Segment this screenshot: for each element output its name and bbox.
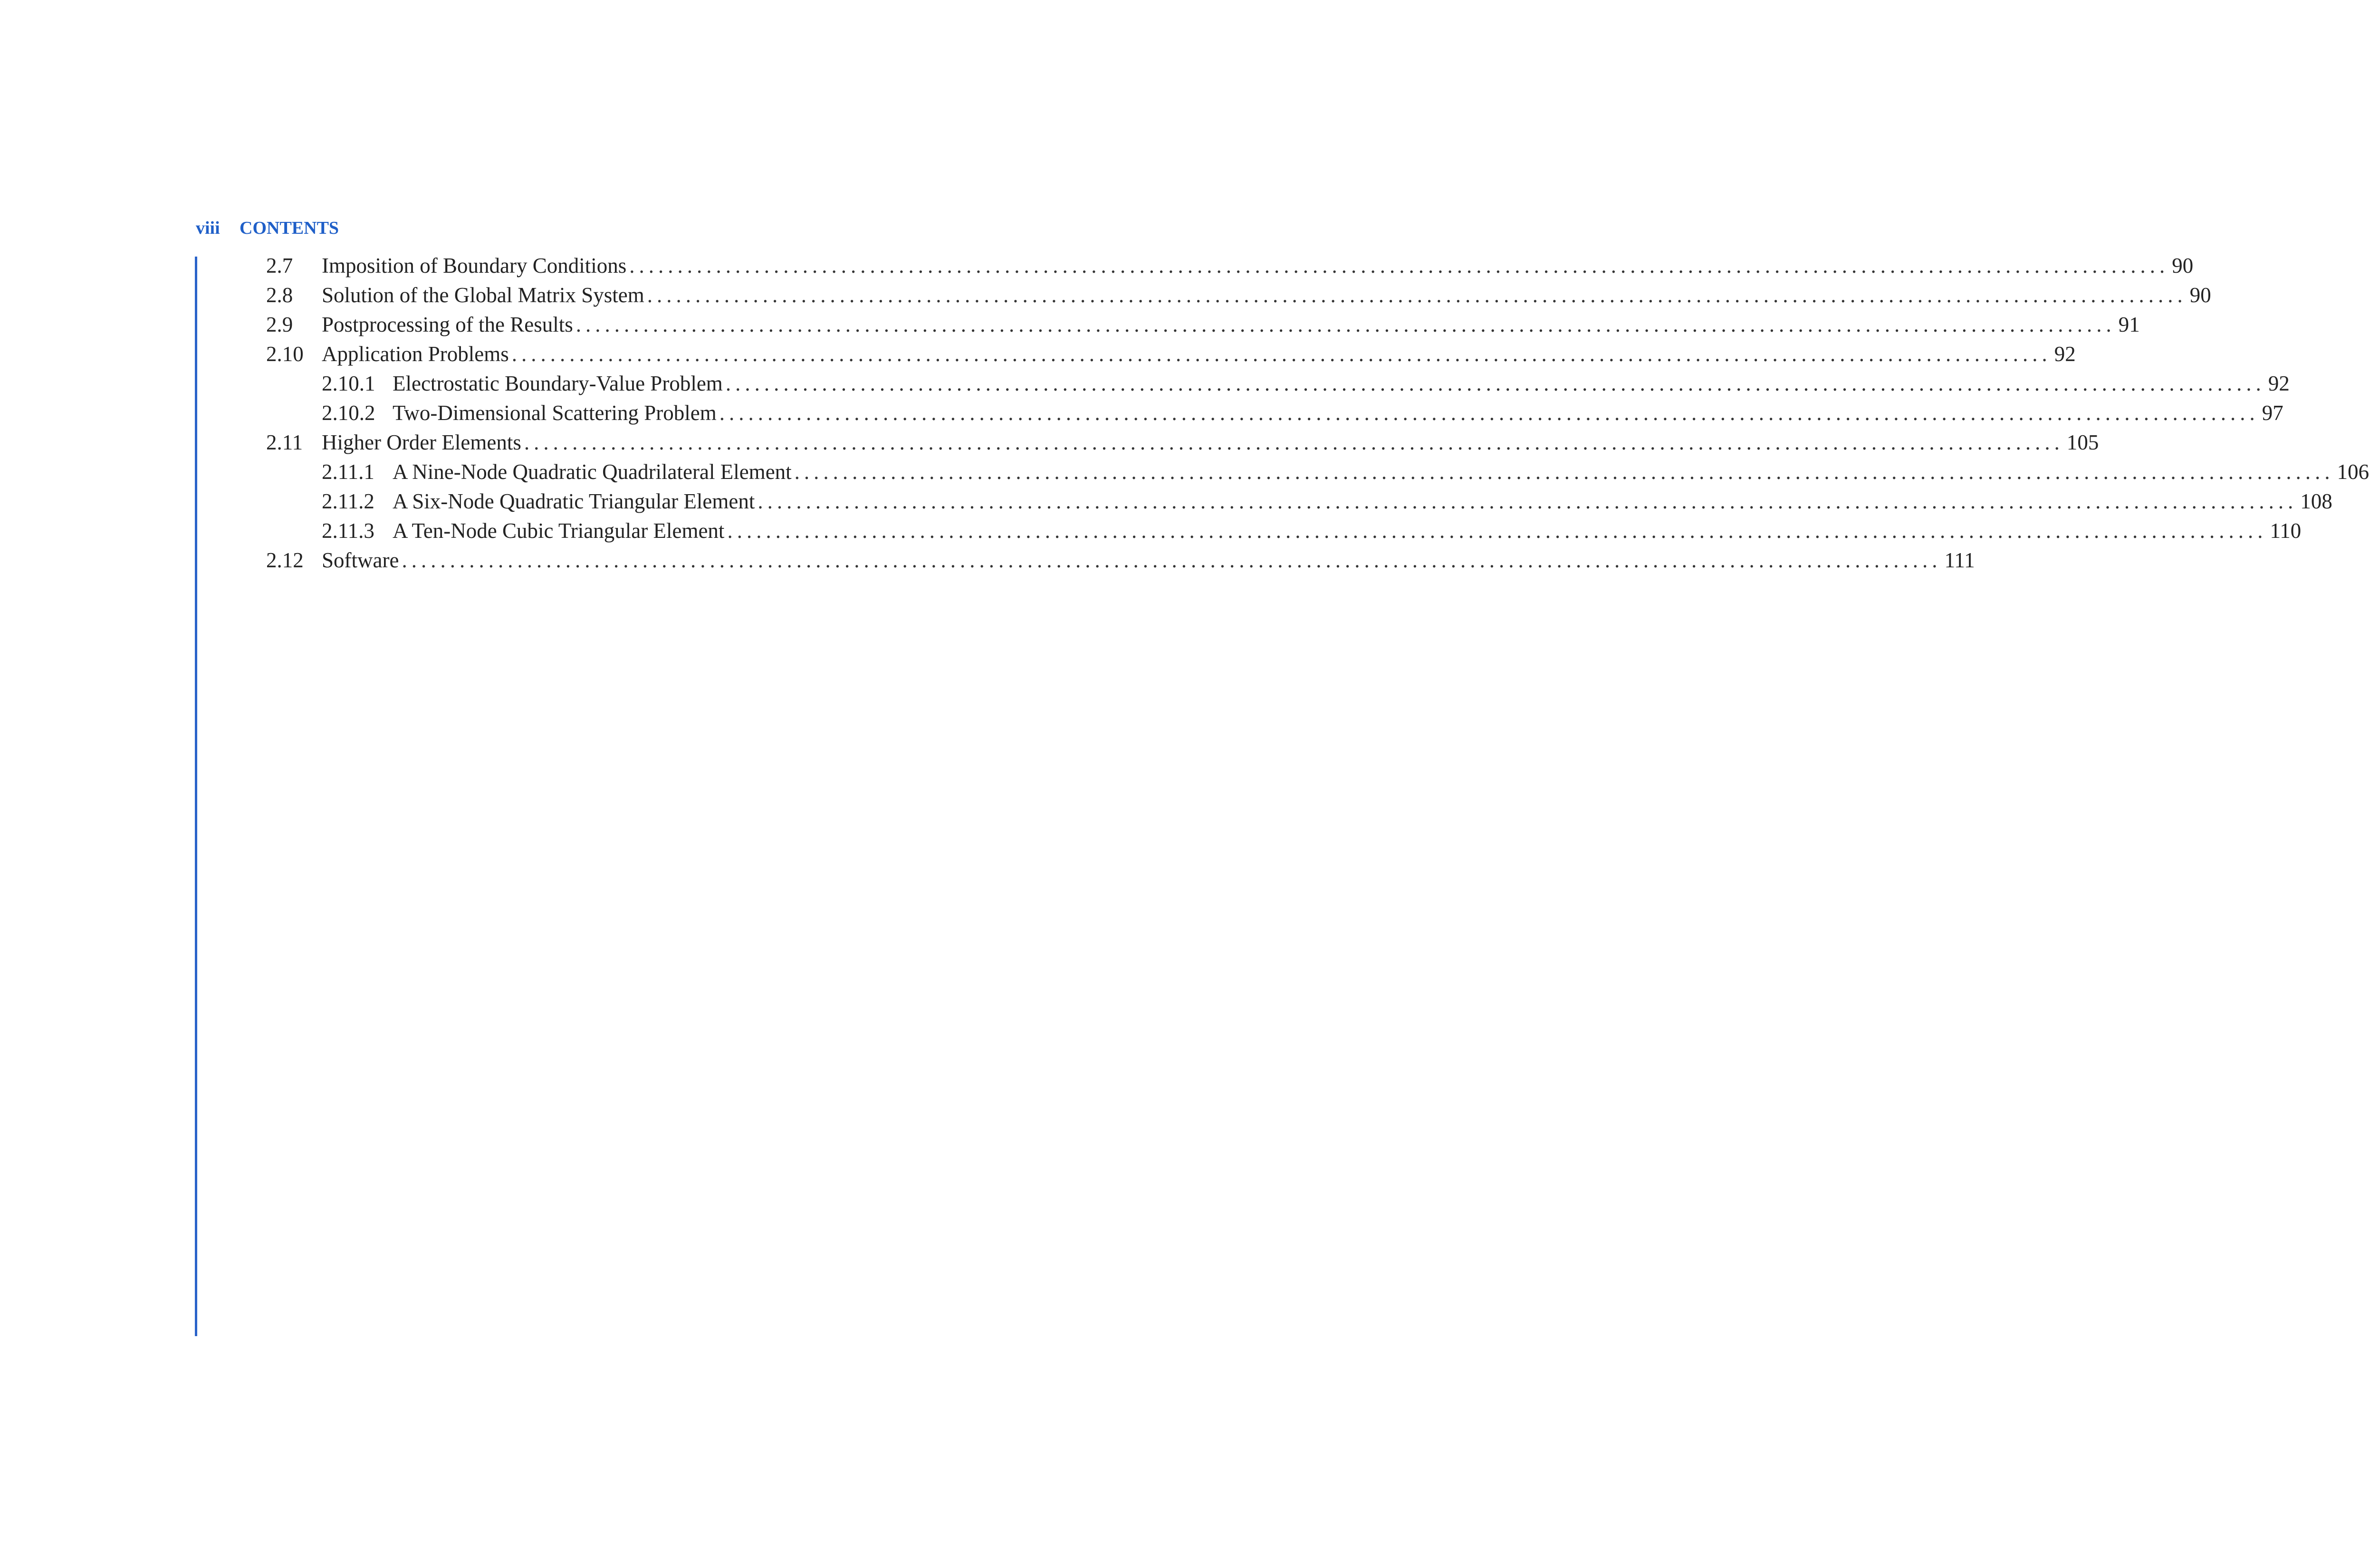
section-title: Higher Order Elements (322, 430, 521, 454)
section-title: Software (322, 548, 399, 572)
page-number: 111 (1944, 548, 1975, 572)
subsection-number: 2.10.1 (322, 372, 375, 395)
page-number: 110 (2270, 519, 2302, 543)
toc-subentry[interactable] (0, 457, 2369, 487)
page-number: 91 (2118, 313, 2140, 336)
dot-leader: ................................................................................................................................................................ (727, 519, 2267, 543)
section-title: Solution of the Global Matrix System (322, 283, 644, 307)
running-head (196, 218, 339, 246)
toc-entry-line (322, 251, 2194, 280)
toc-entry[interactable] (0, 545, 1975, 575)
subsection-number: 2.10.2 (322, 401, 375, 425)
page-number: 90 (2189, 283, 2211, 307)
section-title: Application Problems (322, 342, 509, 366)
dot-leader: ................................................................................................................................................................ (647, 283, 2187, 307)
toc-entry[interactable] (0, 251, 2194, 280)
toc-entry-line (322, 280, 2211, 310)
toc-entry-line (393, 369, 2290, 398)
subsection-title: A Ten-Node Cubic Triangular Element (393, 519, 725, 543)
page-number: 92 (2054, 342, 2076, 366)
dot-leader: ................................................................................................................................................................ (758, 489, 2298, 513)
subsection-title: Electrostatic Boundary-Value Problem (393, 372, 723, 395)
page-folio: viii (196, 218, 220, 238)
section-number: 2.9 (266, 313, 293, 336)
page-number: 92 (2268, 372, 2290, 395)
subsection-number: 2.11.2 (322, 489, 374, 513)
page-number: 97 (2262, 401, 2283, 425)
toc-entry-line (322, 339, 2076, 369)
dot-leader: ................................................................................................................................................................ (524, 430, 2064, 454)
dot-leader: ................................................................................................................................................................ (511, 342, 2052, 366)
toc-subentry[interactable] (0, 487, 2332, 516)
section-number: 2.10 (266, 342, 304, 366)
section-number: 2.11 (266, 430, 303, 454)
toc-entry-line (322, 310, 2140, 339)
page-number: 90 (2172, 254, 2194, 277)
subsection-number: 2.11.1 (322, 460, 374, 484)
page-number: 108 (2300, 489, 2332, 513)
toc-entry-line (322, 545, 1975, 575)
toc-entry-line (393, 398, 2283, 428)
toc-entry[interactable] (0, 339, 2076, 369)
toc-entry[interactable] (0, 280, 2211, 310)
section-number: 2.12 (266, 548, 304, 572)
subsection-number: 2.11.3 (322, 519, 374, 543)
subsection-title: A Six-Node Quadratic Triangular Element (393, 489, 755, 513)
dot-leader: ................................................................................................................................................................ (719, 401, 2259, 425)
dot-leader: ................................................................................................................................................................ (725, 372, 2265, 395)
section-title: Imposition of Boundary Conditions (322, 254, 627, 277)
subsection-title: Two-Dimensional Scattering Problem (393, 401, 717, 425)
toc-subentry[interactable] (0, 398, 2283, 428)
toc-subentry[interactable] (0, 516, 2302, 545)
page-number: 105 (2066, 430, 2099, 454)
page-number: 106 (2337, 460, 2369, 484)
toc-entry-line (393, 457, 2369, 487)
dot-leader: ................................................................................................................................................................ (575, 313, 2116, 336)
section-number: 2.8 (266, 283, 293, 307)
section-number: 2.7 (266, 254, 293, 277)
toc-entry-line (322, 428, 2099, 457)
dot-leader: ................................................................................................................................................................ (629, 254, 2169, 277)
subsection-title: A Nine-Node Quadratic Quadrilateral Element (393, 460, 792, 484)
dot-leader: ................................................................................................................................................................ (794, 460, 2334, 484)
toc-entry-line (393, 516, 2302, 545)
toc-subentry[interactable] (0, 369, 2290, 398)
toc-entry[interactable] (0, 428, 2099, 457)
toc-entry[interactable] (0, 310, 2140, 339)
section-title: Postprocessing of the Results (322, 313, 573, 336)
dot-leader: ................................................................................................................................................................ (402, 548, 1942, 572)
toc-entry-line (393, 487, 2332, 516)
running-head-title: CONTENTS (240, 218, 339, 238)
